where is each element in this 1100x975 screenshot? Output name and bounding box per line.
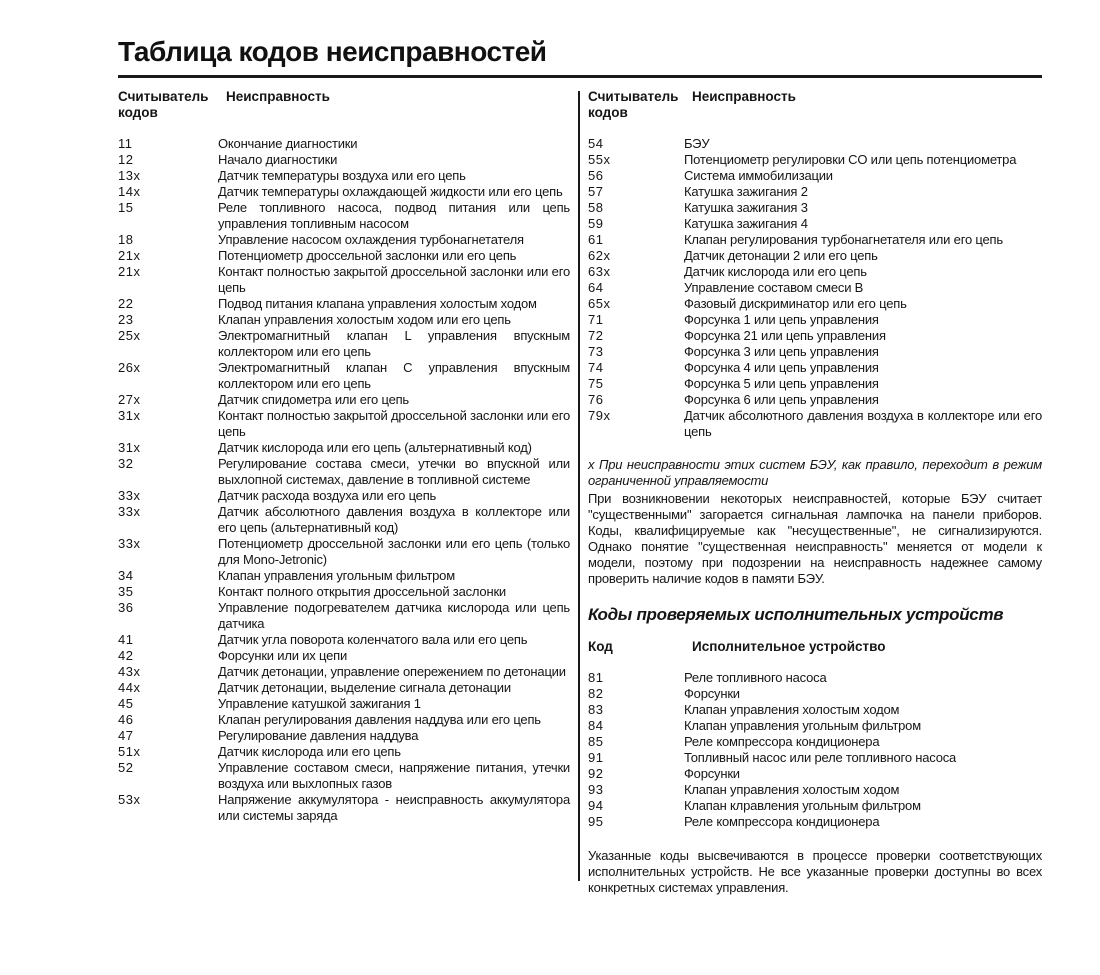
code-cell: 43x [118, 664, 141, 679]
description-cell: Управление насосом охлаждения турбонагнетателя [218, 232, 524, 247]
description-cell: Клапан управления холостым ходом [684, 782, 900, 797]
code-cell: 92 [588, 766, 604, 781]
table-row [118, 152, 570, 168]
description-cell: Контакт полного открытия дроссельной заслонки [218, 584, 506, 599]
code-cell: 93 [588, 782, 604, 797]
code-cell: 54 [588, 136, 604, 151]
table-row [588, 718, 1042, 734]
code-cell: 57 [588, 184, 604, 199]
description-cell: Регулирование давления наддува [218, 728, 419, 743]
description-cell: Датчик температуры воздуха или его цепь [218, 168, 466, 183]
table-row [118, 360, 570, 392]
table-row [588, 200, 1042, 216]
description-cell: Контакт полностью закрытой дроссельной заслонки или его цепь [218, 264, 570, 295]
table-row [588, 408, 1042, 440]
table-row [588, 392, 1042, 408]
table-row [118, 568, 570, 584]
table-row [588, 152, 1042, 168]
table-row [588, 376, 1042, 392]
description-cell: Форсунка 5 или цепь управления [684, 376, 879, 391]
table-row [588, 296, 1042, 312]
right-column [588, 89, 1042, 909]
table-row [588, 360, 1042, 376]
description-cell: Реле компрессора кондиционера [684, 734, 880, 749]
description-cell: Клапан управления угольным фильтром [684, 718, 921, 733]
code-cell: 51x [118, 744, 141, 759]
code-cell: 27x [118, 392, 141, 407]
code-cell: 18 [118, 232, 134, 247]
description-cell: Потенциометр дроссельной заслонки или его цепь [218, 248, 517, 263]
code-cell: 21x [118, 248, 141, 263]
table-row [118, 232, 570, 248]
description-cell: Датчик спидометра или его цепь [218, 392, 410, 407]
table-row [588, 686, 1042, 702]
code-cell: 11 [118, 136, 133, 151]
table-row [118, 296, 570, 312]
right-table-header [588, 89, 1042, 121]
description-cell: Клапан клравления угольным фильтром [684, 798, 921, 813]
code-cell: 64 [588, 280, 604, 295]
description-cell: Датчик абсолютного давления воздуха в коллекторе или его цепь [684, 408, 1042, 439]
table-row [118, 600, 570, 632]
table-row [118, 168, 570, 184]
header-fault: Неисправность [692, 89, 796, 104]
description-cell: Датчик температуры охлаждающей жидкости или его цепь [218, 184, 563, 199]
code-cell: 65x [588, 296, 611, 311]
description-cell: Электромагнитный клапан C управления впускным коллектором или его цепь [218, 360, 570, 391]
code-cell: 47 [118, 728, 134, 743]
code-cell: 45 [118, 696, 134, 711]
table-row [588, 734, 1042, 750]
code-cell: 94 [588, 798, 604, 813]
description-cell: Электромагнитный клапан L управления впускным коллектором или его цепь [218, 328, 570, 359]
table-row [118, 264, 570, 296]
fault-table-right [588, 136, 1042, 440]
code-cell: 14x [118, 184, 141, 199]
code-cell: 72 [588, 328, 604, 343]
notes-block [588, 457, 1042, 587]
code-cell: 58 [588, 200, 604, 215]
description-cell: Подвод питания клапана управления холостым ходом [218, 296, 537, 311]
description-cell: Реле топливного насоса, подвод питания или цепь управления топливным насосом [218, 200, 570, 231]
description-cell: Форсунки или их цепи [218, 648, 348, 663]
table-row [588, 216, 1042, 232]
table-row [118, 440, 570, 456]
table-row [588, 264, 1042, 280]
table-row [118, 504, 570, 536]
code-cell: 25x [118, 328, 141, 343]
description-cell: Датчик кислорода или его цепь (альтернативный код) [218, 440, 532, 455]
code-cell: 12 [118, 152, 134, 167]
description-cell: Датчик расхода воздуха или его цепь [218, 488, 437, 503]
table-row [118, 792, 570, 824]
description-cell: Датчик детонации, выделение сигнала детонации [218, 680, 511, 695]
description-cell: Начало диагностики [218, 152, 338, 167]
description-cell: Система иммобилизации [684, 168, 833, 183]
two-column-layout [118, 89, 1042, 909]
description-cell: Форсунки [684, 766, 740, 781]
table-row [588, 670, 1042, 686]
description-cell: Реле топливного насоса [684, 670, 827, 685]
description-cell: Клапан управления холостым ходом или его цепь [218, 312, 511, 327]
actuator-table-header [588, 639, 1042, 655]
code-cell: 44x [118, 680, 141, 695]
description-cell: Клапан управления угольным фильтром [218, 568, 455, 583]
description-cell: Форсунка 3 или цепь управления [684, 344, 879, 359]
table-row [118, 584, 570, 600]
description-cell: Форсунка 6 или цепь управления [684, 392, 879, 407]
table-row [118, 408, 570, 440]
code-cell: 22 [118, 296, 134, 311]
description-cell: Фазовый дискриминатор или его цепь [684, 296, 907, 311]
description-cell: Регулирование состава смеси, утечки во впускной или выхлопной системах, давление в топливной системе [218, 456, 570, 487]
description-cell: Управление катушкой зажигания 1 [218, 696, 421, 711]
header-device: Исполнительное устройство [692, 639, 886, 654]
title-rule [118, 75, 1042, 78]
code-cell: 33x [118, 536, 141, 551]
table-row [588, 184, 1042, 200]
table-row [588, 782, 1042, 798]
description-cell: Клапан управления холостым ходом [684, 702, 900, 717]
table-row [588, 798, 1042, 814]
actuator-table [588, 670, 1042, 830]
code-cell: 15 [118, 200, 134, 215]
column-divider [578, 91, 580, 881]
code-cell: 95 [588, 814, 604, 829]
table-row [118, 312, 570, 328]
table-row [588, 814, 1042, 830]
table-row [118, 536, 570, 568]
description-cell: Управление составом смеси B [684, 280, 864, 295]
table-row [118, 456, 570, 488]
code-cell: 26x [118, 360, 141, 375]
code-cell: 31x [118, 440, 141, 455]
table-row [118, 136, 570, 152]
description-cell: Катушка зажигания 3 [684, 200, 808, 215]
description-cell: Потенциометр дроссельной заслонки или его цепь (только для Mono-Jetronic) [218, 536, 570, 567]
table-row [588, 766, 1042, 782]
code-cell: 55x [588, 152, 611, 167]
table-row [118, 328, 570, 360]
page-title: Таблица кодов неисправностей [118, 36, 547, 67]
code-cell: 74 [588, 360, 604, 375]
code-cell: 34 [118, 568, 134, 583]
code-cell: 63x [588, 264, 611, 279]
table-row [118, 760, 570, 792]
description-cell: Форсунка 1 или цепь управления [684, 312, 879, 327]
header-fault: Неисправность [226, 89, 330, 104]
description-cell: Окончание диагностики [218, 136, 358, 151]
code-cell: 84 [588, 718, 604, 733]
code-cell: 59 [588, 216, 604, 231]
note-paragraph: При возникновении некоторых неисправностей, которые БЭУ считает "существенными" загорается сигнальная лампочка на панели приборов. Коды, квалифицируемые как "несущественные", не сигнализируются. Однако понятие "существенная неисправность" меняется от модели к модели, поэтому при подозрении на неисправность надежнее самому проверить наличие кодов в памяти БЭУ. [588, 491, 1042, 586]
table-row [118, 632, 570, 648]
code-cell: 13x [118, 168, 141, 183]
left-table-header [118, 89, 570, 121]
table-row [118, 248, 570, 264]
table-row [118, 648, 570, 664]
description-cell: Датчик кислорода или его цепь [218, 744, 401, 759]
table-row [118, 680, 570, 696]
code-cell: 71 [588, 312, 604, 327]
code-cell: 52 [118, 760, 134, 775]
table-row [588, 344, 1042, 360]
table-row [118, 728, 570, 744]
code-cell: 62x [588, 248, 611, 263]
table-row [588, 750, 1042, 766]
description-cell: Датчик кислорода или его цепь [684, 264, 867, 279]
code-cell: 21x [118, 264, 141, 279]
code-cell: 91 [588, 750, 604, 765]
fault-table-left [118, 136, 570, 824]
table-row [588, 702, 1042, 718]
actuator-note-paragraph: Указанные коды высвечиваются в процессе проверки соответствующих исполнительных устройств. Не все указанные проверки доступны во всех конкретных системах управления. [588, 848, 1042, 895]
x-footnote: х При неисправности этих систем БЭУ, как правило, переходит в режим ограниченной управляемости [588, 457, 1042, 488]
description-cell: Потенциометр регулировки CO или цепь потенциометра [684, 152, 1017, 167]
table-row [118, 712, 570, 728]
code-cell: 33x [118, 504, 141, 519]
code-cell: 79x [588, 408, 611, 423]
description-cell: Реле компрессора кондиционера [684, 814, 880, 829]
description-cell: Катушка зажигания 2 [684, 184, 808, 199]
table-row [118, 744, 570, 760]
table-row [588, 168, 1042, 184]
table-row [588, 232, 1042, 248]
code-cell: 35 [118, 584, 134, 599]
table-row [118, 488, 570, 504]
table-row [588, 280, 1042, 296]
description-cell: Клапан регулирования давления наддува или его цепь [218, 712, 541, 727]
code-cell: 56 [588, 168, 604, 183]
code-cell: 31x [118, 408, 141, 423]
actuator-section-heading: Коды проверяемых исполнительных устройств [588, 605, 1004, 624]
header-code-reader: Считыватель кодов [588, 89, 679, 120]
code-cell: 23 [118, 312, 134, 327]
code-cell: 32 [118, 456, 134, 471]
table-row [588, 312, 1042, 328]
code-cell: 61 [588, 232, 604, 247]
description-cell: Клапан регулирования турбонагнетателя или его цепь [684, 232, 1003, 247]
code-cell: 76 [588, 392, 604, 407]
table-row [118, 200, 570, 232]
code-cell: 46 [118, 712, 134, 727]
description-cell: Катушка зажигания 4 [684, 216, 808, 231]
table-row [118, 696, 570, 712]
description-cell: Датчик детонации, управление опережением по детонации [218, 664, 566, 679]
code-cell: 82 [588, 686, 604, 701]
left-column [118, 89, 570, 824]
description-cell: Контакт полностью закрытой дроссельной заслонки или его цепь [218, 408, 570, 439]
description-cell: Управление подогревателем датчика кислорода или цепь датчика [218, 600, 570, 631]
description-cell: Форсунка 4 или цепь управления [684, 360, 879, 375]
code-cell: 36 [118, 600, 134, 615]
page-content [118, 36, 1042, 909]
description-cell: Датчик абсолютного давления воздуха в коллекторе или его цепь (альтернативный код) [218, 504, 570, 535]
description-cell: Форсунки [684, 686, 740, 701]
description-cell: Датчик угла поворота коленчатого вала или его цепь [218, 632, 528, 647]
table-row [588, 248, 1042, 264]
code-cell: 81 [588, 670, 604, 685]
description-cell: Датчик детонации 2 или его цепь [684, 248, 878, 263]
description-cell: Управление составом смеси, напряжение питания, утечки воздуха или выхлопных газов [218, 760, 570, 791]
description-cell: Напряжение аккумулятора - неисправность аккумулятора или системы заряда [218, 792, 570, 823]
table-row [118, 664, 570, 680]
code-cell: 41 [118, 632, 134, 647]
table-row [118, 392, 570, 408]
table-row [588, 136, 1042, 152]
code-cell: 85 [588, 734, 604, 749]
description-cell: БЭУ [684, 136, 710, 151]
table-row [118, 184, 570, 200]
code-cell: 75 [588, 376, 604, 391]
header-code: Код [588, 639, 613, 654]
description-cell: Форсунка 21 или цепь управления [684, 328, 886, 343]
code-cell: 73 [588, 344, 604, 359]
header-code-reader: Считыватель кодов [118, 89, 209, 120]
code-cell: 83 [588, 702, 604, 717]
code-cell: 42 [118, 648, 134, 663]
code-cell: 33x [118, 488, 141, 503]
description-cell: Топливный насос или реле топливного насоса [684, 750, 957, 765]
code-cell: 53x [118, 792, 141, 807]
table-row [588, 328, 1042, 344]
